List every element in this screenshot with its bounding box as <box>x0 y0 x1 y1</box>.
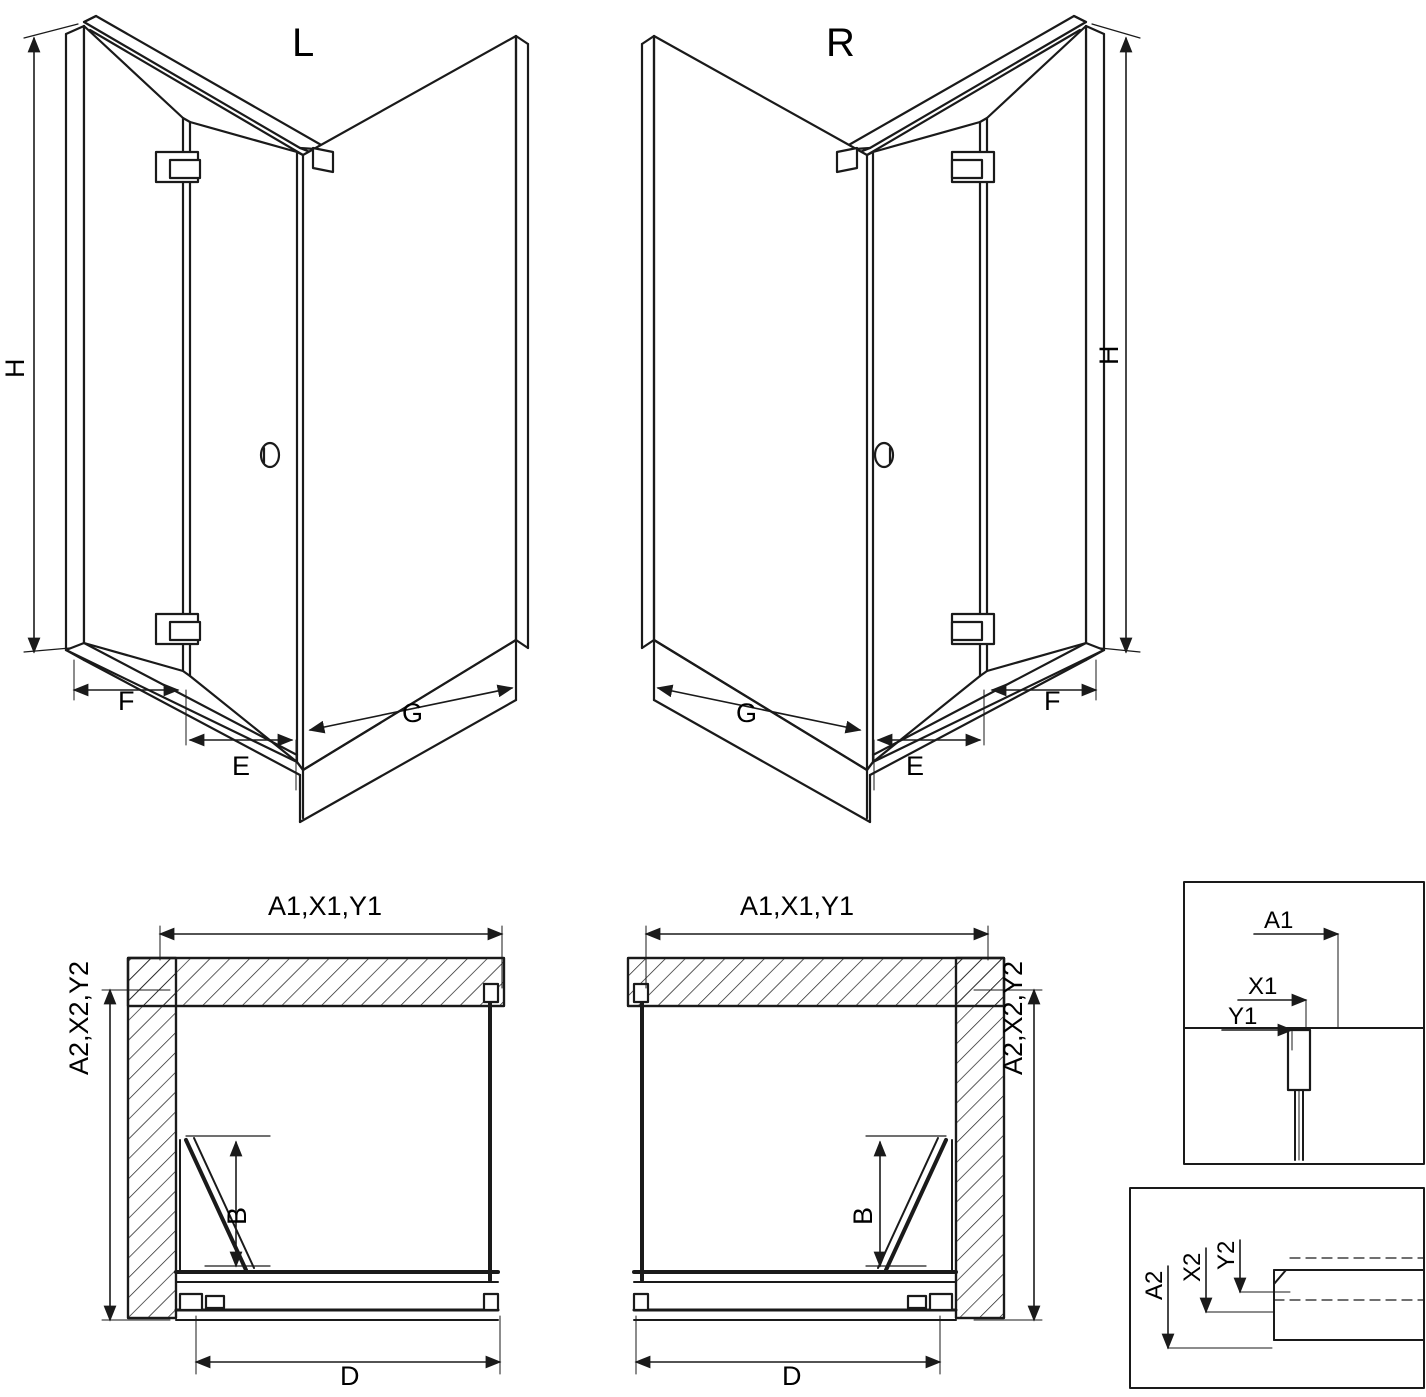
label-detail-x1: X1 <box>1248 973 1278 1000</box>
label-side-R: G <box>736 698 758 728</box>
label-plan-bottom-dim-R: D <box>782 1361 802 1391</box>
label-door-swing-R: B <box>848 1206 878 1225</box>
label-detail-a1: A1 <box>1264 907 1294 934</box>
label-plan-side-dim-L: A2,X2,Y2 <box>64 960 94 1075</box>
label-detail-x2: X2 <box>1179 1252 1206 1282</box>
label-view-left: L <box>292 21 315 65</box>
label-door-swing-L: B <box>222 1206 252 1225</box>
label-detail-a2: A2 <box>1141 1270 1168 1300</box>
label-front-left-R: F <box>1044 686 1061 716</box>
label-plan-bottom-dim-L: D <box>340 1361 360 1391</box>
detail-bottom-fixing <box>1130 1188 1424 1388</box>
label-plan-top-dim-L: A1,X1,Y1 <box>268 891 383 921</box>
plan-view-right <box>628 926 1042 1374</box>
label-detail-y2: Y2 <box>1213 1240 1240 1270</box>
detail-top-fixing <box>1184 882 1424 1164</box>
label-door-L: E <box>232 751 251 781</box>
label-plan-side-dim-R: A2,X2,Y2 <box>998 960 1028 1075</box>
plan-view-left <box>102 926 504 1374</box>
label-door-R: E <box>906 751 925 781</box>
label-height-left: H <box>0 358 30 378</box>
isometric-view-left <box>24 16 528 822</box>
label-side-L: G <box>402 698 424 728</box>
label-front-left-L: F <box>118 686 135 716</box>
label-detail-y1: Y1 <box>1228 1003 1258 1030</box>
label-plan-top-dim-R: A1,X1,Y1 <box>740 891 855 921</box>
label-view-right: R <box>826 21 855 65</box>
label-height-right: H <box>1094 345 1124 365</box>
isometric-view-right <box>642 16 1140 822</box>
